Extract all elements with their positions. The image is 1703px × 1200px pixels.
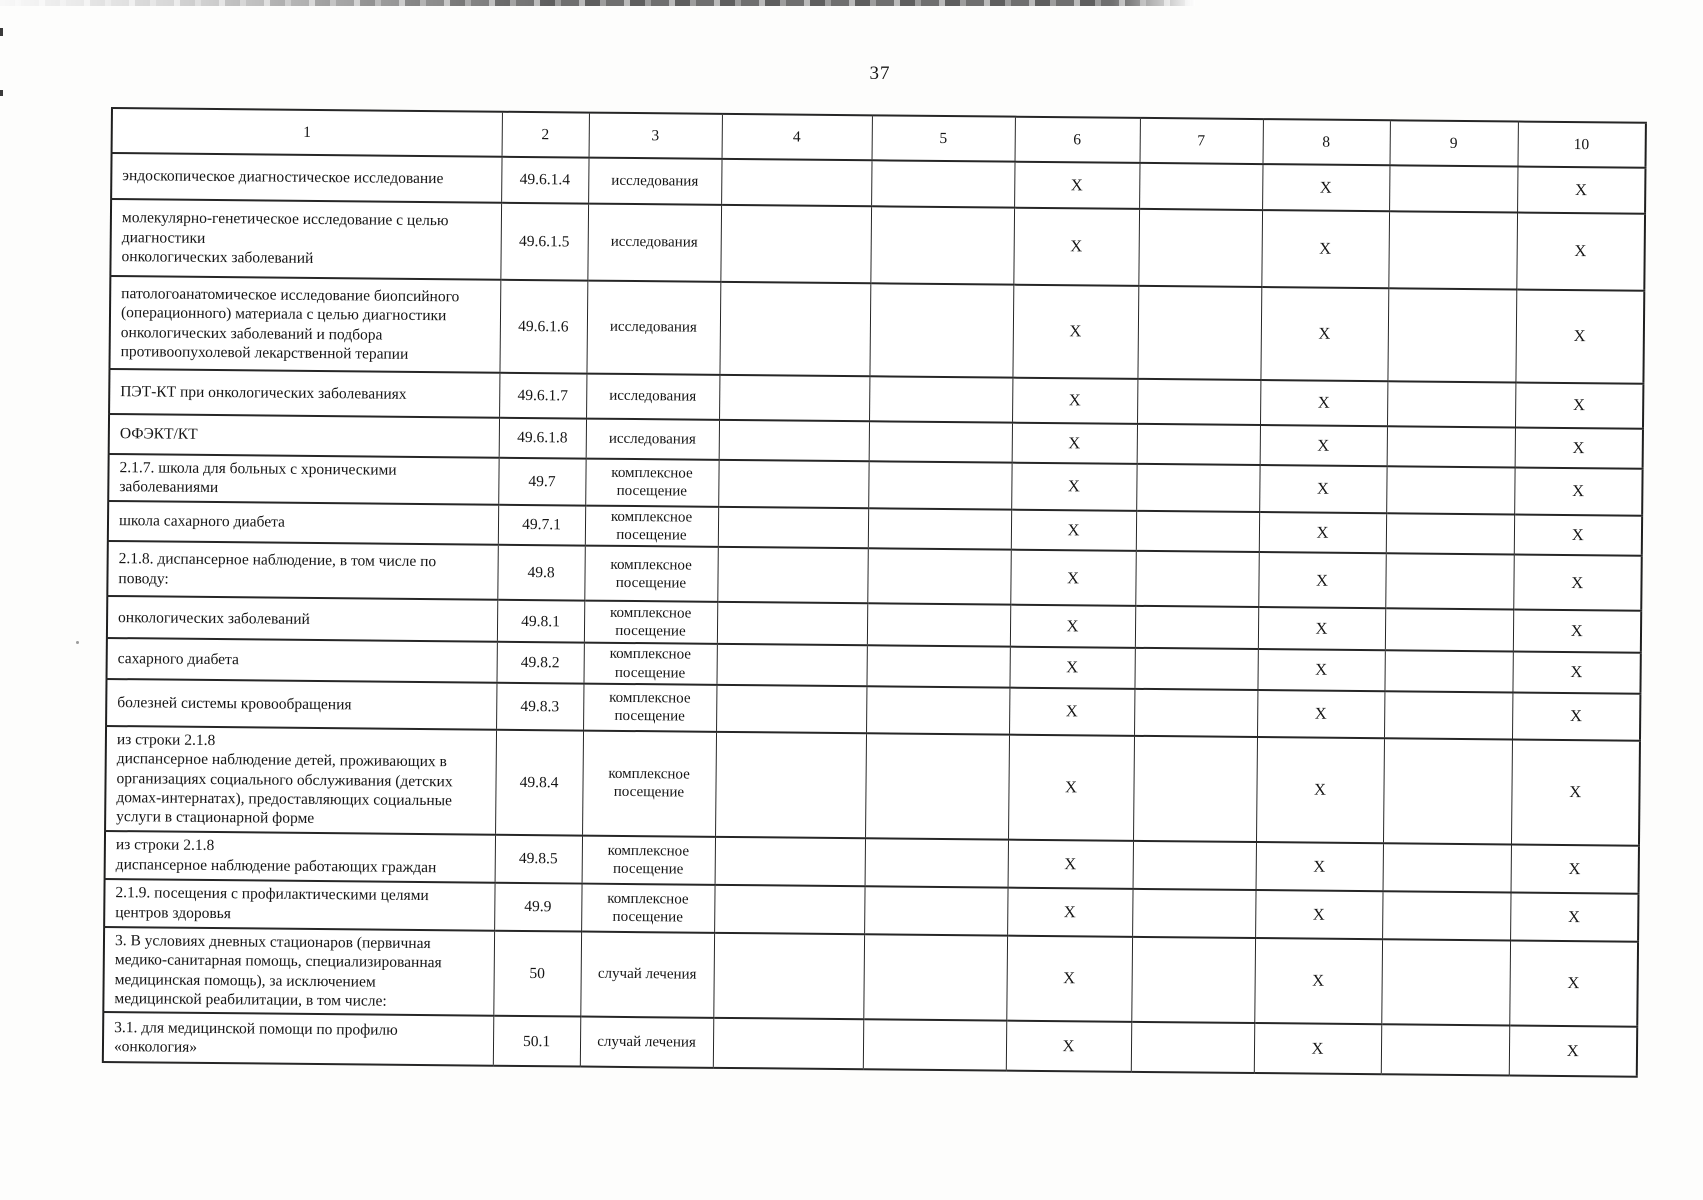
service-code-cell: 49.8.4 <box>495 730 583 836</box>
mark-cell-col4 <box>713 933 864 1020</box>
mark-cell-col7 <box>1138 209 1262 287</box>
scan-artifact-left-tick <box>0 90 3 96</box>
mark-cell-col7 <box>1132 889 1255 938</box>
mark-cell-col7 <box>1135 551 1259 607</box>
service-unit-cell: комплексное посещение <box>584 601 717 644</box>
mark-cell-col5 <box>863 1020 1006 1071</box>
mark-cell-col9 <box>1388 211 1517 289</box>
service-name-cell: 2.1.8. диспансерное наблюдение, в том числе по поводу: <box>107 541 498 600</box>
mark-cell-col6: X <box>1010 605 1135 648</box>
service-unit-cell: исследования <box>586 281 720 375</box>
mark-cell-col4 <box>716 644 866 686</box>
service-code-cell: 49.6.1.8 <box>499 418 586 459</box>
mark-cell-col8: X <box>1254 1023 1381 1074</box>
mark-cell-col8: X <box>1260 425 1387 466</box>
mark-cell-col6: X <box>1012 378 1137 424</box>
service-unit-cell: исследования <box>588 158 721 205</box>
column-header-7: 7 <box>1140 118 1263 164</box>
mark-cell-col4 <box>717 602 867 645</box>
mark-cell-col5 <box>863 934 1007 1021</box>
column-header-8: 8 <box>1263 119 1390 165</box>
column-header-9: 9 <box>1389 120 1517 166</box>
mark-cell-col9 <box>1387 288 1516 382</box>
mark-cell-col5 <box>865 838 1008 887</box>
mark-cell-col9 <box>1383 843 1511 892</box>
service-unit-cell: исследования <box>586 419 719 460</box>
mark-cell-col6: X <box>1006 1021 1131 1072</box>
mark-cell-col6: X <box>1014 162 1139 209</box>
mark-cell-col5 <box>868 461 1011 509</box>
mark-cell-col4 <box>719 282 870 376</box>
mark-cell-col8: X <box>1261 210 1389 288</box>
mark-cell-col4 <box>716 685 866 733</box>
service-unit-cell: комплексное посещение <box>585 505 718 547</box>
service-code-cell: 49.7 <box>498 458 585 506</box>
mark-cell-col10: X <box>1515 427 1643 468</box>
service-code-cell: 49.8.5 <box>495 835 582 884</box>
mark-cell-col7 <box>1134 689 1257 737</box>
mark-cell-col4 <box>719 375 869 421</box>
mark-cell-col4 <box>721 159 871 206</box>
mark-cell-col5 <box>870 206 1014 284</box>
mark-cell-col9 <box>1387 381 1515 427</box>
mark-cell-col7 <box>1131 937 1255 1024</box>
table-row <box>105 726 1640 846</box>
mark-cell-col7 <box>1133 841 1256 890</box>
mark-cell-col7 <box>1137 286 1261 380</box>
service-name-cell: 2.1.7. школа для больных с хроническими заболеваниями <box>108 454 498 504</box>
mark-cell-col9 <box>1383 738 1512 844</box>
service-unit-cell: исследования <box>587 204 721 282</box>
service-unit-cell: комплексное посещение <box>582 835 715 884</box>
column-header-4: 4 <box>722 114 872 160</box>
mark-cell-col5 <box>866 646 1009 688</box>
mark-cell-col10: X <box>1515 382 1643 428</box>
mark-cell-col8: X <box>1256 842 1383 891</box>
service-code-cell: 49.6.1.4 <box>501 157 588 204</box>
mark-cell-col9 <box>1385 609 1513 652</box>
mark-cell-col5 <box>869 283 1013 377</box>
mark-cell-col6: X <box>1009 647 1134 689</box>
service-name-cell: из строки 2.1.8 диспансерное наблюдение детей, проживающих в организациях социального обслуживания (детских домах-интернатах), предоставляющих социальные услуги в стационарной форме <box>105 726 496 835</box>
mark-cell-col4 <box>718 460 868 508</box>
mark-cell-col6: X <box>1008 735 1134 841</box>
mark-cell-col6: X <box>1011 509 1136 551</box>
service-name-cell: онкологических заболеваний <box>107 596 497 642</box>
mark-cell-col9 <box>1385 554 1514 610</box>
mark-cell-col10: X <box>1510 892 1638 941</box>
mark-cell-col10: X <box>1514 467 1642 515</box>
service-code-cell: 50.1 <box>493 1016 580 1067</box>
mark-cell-col6: X <box>1008 839 1133 888</box>
mark-cell-col8: X <box>1258 607 1385 650</box>
mark-cell-col10: X <box>1509 940 1638 1027</box>
service-unit-cell: комплексное посещение <box>583 683 716 731</box>
mark-cell-col10: X <box>1512 652 1640 694</box>
services-table <box>102 107 1647 1078</box>
mark-cell-col5 <box>865 733 1009 839</box>
service-name-cell: из строки 2.1.8 диспансерное наблюдение работающих граждан <box>105 831 495 883</box>
mark-cell-col5 <box>864 886 1007 935</box>
mark-cell-col4 <box>718 507 868 549</box>
service-unit-cell: случай лечения <box>580 931 714 1018</box>
mark-cell-col7 <box>1135 606 1258 649</box>
service-name-cell: эндоскопическое диагностическое исследование <box>111 153 501 203</box>
service-unit-cell: комплексное посещение <box>584 546 718 602</box>
mark-cell-col5 <box>868 508 1011 550</box>
column-header-2: 2 <box>502 112 589 158</box>
service-code-cell: 49.9 <box>494 883 581 932</box>
service-name-cell: ПЭТ-КТ при онкологических заболеваниях <box>109 369 499 418</box>
mark-cell-col4 <box>717 547 868 603</box>
mark-cell-col6: X <box>1013 208 1139 286</box>
service-code-cell: 49.8 <box>497 545 585 601</box>
table-row <box>109 276 1644 384</box>
mark-cell-col10: X <box>1511 844 1639 893</box>
mark-cell-col8: X <box>1256 737 1384 843</box>
column-header-10: 10 <box>1517 122 1645 168</box>
service-name-cell: молекулярно-генетическое исследование с целью диагностики онкологических заболеваний <box>110 199 501 280</box>
service-unit-cell: комплексное посещение <box>585 459 718 507</box>
column-header-1: 1 <box>112 108 502 157</box>
mark-cell-col5 <box>869 376 1012 422</box>
mark-cell-col9 <box>1381 1025 1509 1076</box>
mark-cell-col7 <box>1136 511 1259 553</box>
mark-cell-col9 <box>1387 426 1515 467</box>
service-unit-cell: исследования <box>586 374 719 420</box>
service-code-cell: 49.6.1.6 <box>499 280 587 374</box>
mark-cell-col4 <box>715 837 865 886</box>
service-name-cell: 3. В условиях дневных стационаров (первичная медико-санитарная помощь, специализированная медицинская помощь), за исключением медицинской реабилитации, в том числе: <box>103 927 494 1016</box>
mark-cell-col7 <box>1137 379 1260 425</box>
table-row <box>110 199 1645 291</box>
mark-cell-col6: X <box>1012 423 1137 464</box>
column-header-5: 5 <box>872 115 1015 161</box>
service-name-cell: патологоанатомическое исследование биопсийного (операционного) материала с целью диагностики онкологических заболеваний и подбора противоопухолевой лекарственной терапии <box>109 276 500 373</box>
service-code-cell: 50 <box>493 931 581 1017</box>
service-unit-cell: комплексное посещение <box>581 883 714 932</box>
mark-cell-col9 <box>1381 939 1510 1026</box>
mark-cell-col7 <box>1137 424 1260 465</box>
mark-cell-col8: X <box>1257 690 1384 738</box>
mark-cell-col4 <box>713 1018 863 1069</box>
service-code-cell: 49.6.1.5 <box>500 203 588 281</box>
mark-cell-col9 <box>1386 513 1514 555</box>
mark-cell-col6: X <box>1010 550 1136 606</box>
mark-cell-col7 <box>1131 1022 1254 1073</box>
mark-cell-col10: X <box>1516 213 1645 291</box>
services-table-wrap <box>102 107 1647 1078</box>
mark-cell-col10: X <box>1517 167 1645 214</box>
mark-cell-col9 <box>1389 165 1517 212</box>
mark-cell-col10: X <box>1513 610 1641 653</box>
mark-cell-col10: X <box>1512 692 1640 740</box>
mark-cell-col10: X <box>1511 739 1640 845</box>
mark-cell-col9 <box>1382 891 1510 940</box>
mark-cell-col8: X <box>1254 938 1382 1025</box>
mark-cell-col8: X <box>1258 552 1386 608</box>
service-code-cell: 49.8.2 <box>496 642 583 683</box>
mark-cell-col10: X <box>1515 289 1644 383</box>
service-code-cell: 49.6.1.7 <box>499 373 586 419</box>
mark-cell-col7 <box>1139 163 1262 210</box>
mark-cell-col9 <box>1384 691 1512 739</box>
mark-cell-col8: X <box>1259 465 1386 513</box>
mark-cell-col8: X <box>1260 287 1388 381</box>
scan-artifact-top-edge <box>0 0 1195 6</box>
service-code-cell: 49.8.3 <box>496 683 583 731</box>
mark-cell-col6: X <box>1012 285 1138 379</box>
mark-cell-col10: X <box>1514 514 1642 556</box>
mark-cell-col8: X <box>1262 164 1389 211</box>
service-name-cell: сахарного диабета <box>107 638 497 682</box>
service-name-cell: ОФЭКТ/КТ <box>109 414 499 458</box>
service-name-cell: 2.1.9. посещения с профилактическими целями центров здоровья <box>104 879 494 931</box>
mark-cell-col6: X <box>1011 463 1136 511</box>
page-number: 37 <box>869 63 891 84</box>
service-unit-cell: случай лечения <box>580 1017 713 1068</box>
service-code-cell: 49.8.1 <box>497 600 584 643</box>
table-row <box>103 927 1638 1027</box>
mark-cell-col7 <box>1133 736 1257 842</box>
column-header-3: 3 <box>589 113 722 159</box>
mark-cell-col8: X <box>1260 380 1387 426</box>
mark-cell-col6: X <box>1009 688 1134 736</box>
mark-cell-col10: X <box>1509 1026 1637 1077</box>
mark-cell-col9 <box>1386 466 1514 514</box>
mark-cell-col7 <box>1136 464 1259 512</box>
mark-cell-col5 <box>871 160 1014 207</box>
mark-cell-col10: X <box>1513 555 1642 611</box>
mark-cell-col5 <box>866 686 1009 734</box>
mark-cell-col5 <box>867 549 1011 605</box>
mark-cell-col4 <box>715 732 866 838</box>
mark-cell-col9 <box>1384 651 1512 693</box>
mark-cell-col4 <box>719 420 869 461</box>
mark-cell-col5 <box>867 604 1010 647</box>
service-name-cell: школа сахарного диабета <box>108 501 498 545</box>
mark-cell-col6: X <box>1007 887 1132 936</box>
service-code-cell: 49.7.1 <box>498 504 585 545</box>
mark-cell-col4 <box>714 885 864 934</box>
scan-speck <box>76 641 79 644</box>
scan-artifact-left-tick <box>0 28 3 36</box>
mark-cell-col8: X <box>1257 649 1384 691</box>
mark-cell-col8: X <box>1259 512 1386 554</box>
service-name-cell: 3.1. для медицинской помощи по профилю «онкология» <box>103 1012 493 1066</box>
mark-cell-col4 <box>720 205 871 283</box>
mark-cell-col5 <box>869 421 1012 462</box>
mark-cell-col6: X <box>1006 935 1132 1022</box>
service-unit-cell: комплексное посещение <box>582 730 716 836</box>
mark-cell-col7 <box>1134 648 1257 690</box>
mark-cell-col8: X <box>1255 890 1382 939</box>
service-unit-cell: комплексное посещение <box>583 643 716 685</box>
service-name-cell: болезней системы кровообращения <box>106 679 496 730</box>
column-header-6: 6 <box>1015 117 1140 163</box>
